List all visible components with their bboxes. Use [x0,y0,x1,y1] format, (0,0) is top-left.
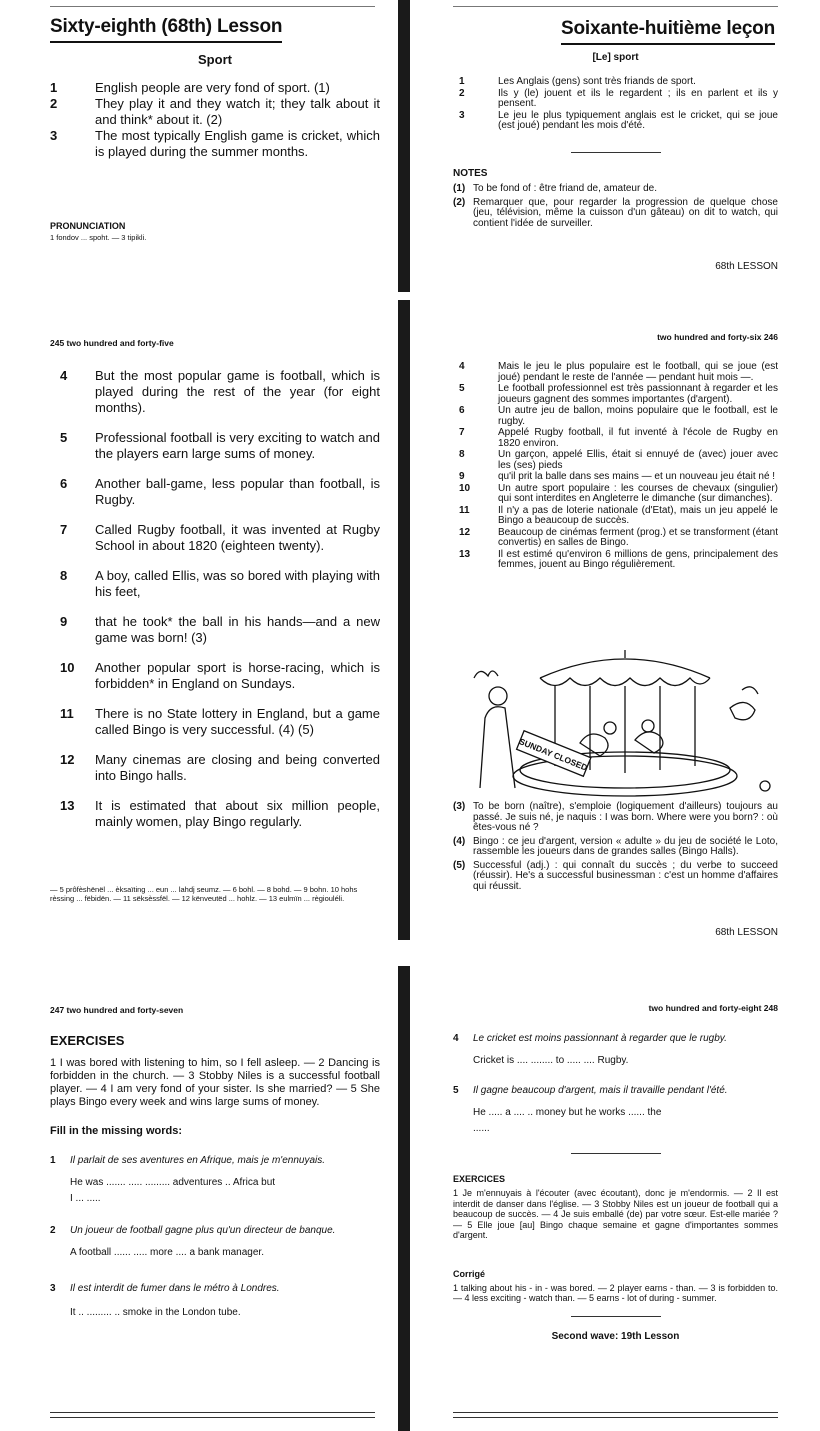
bottom-rule-right [453,1412,778,1418]
list-item: 1 Les Anglais (gens) sont très friands de sport. [459,76,696,87]
notes-block-1 [453,168,778,232]
fill-item: 4 Le cricket est moins passionnant à regarder que le rugby. Cricket is .... ........ to ..... .... Rugby. [453,1033,727,1066]
list-item: 10 Un autre sport populaire : les courses de chevaux (singulier) qui sont interdites en Angleterre le dimanche (sur dimanches). [459,482,778,504]
french-text-block-2 [453,362,778,572]
list-item: 8 A boy, called Ellis, was so bored with playing with his feet, [60,568,380,599]
exercises-block [50,1033,380,1319]
separator [571,1153,661,1154]
list-item: 9 that he took* the ball in his hands—and a new game was born! (3) [60,614,380,645]
fill-item: 1 Il parlait de ses aventures en Afrique, mais je m'ennuyais. He was ....... ..... ......... adventures .. Africa but I ... ..... [50,1155,325,1204]
list-item: 12 Many cinemas are closing and being converted into Bingo halls. [60,752,380,783]
separator [571,1316,661,1317]
fill-block-right [453,1033,778,1342]
fill-item: 5 Il gagne beaucoup d'argent, mais il travaille pendant l'été. He ..... a .... .. money but he works ...... the ...... [453,1085,728,1134]
exercices-text: 1 Je m'ennuyais à l'écouter (avec écoutant), donc je m'endormis. — 2 Il est interdit de danser dans l'église. — 3 Stobby Niles est un joueur de football qui a beaucoup de succès. — 4 Je suis emballé (de) par votre sœur. Est-elle mariée ? — 5 Elle joue [au] Bingo chaque semaine et gagne d'importantes sommes d'argent. [453,1188,778,1240]
page-header-245: 245 two hundred and forty-five [50,338,174,348]
list-item: 2 Ils y (le) jouent et ils le regardent ; ils en parlent et ils y pensent. [459,87,778,109]
separator [453,152,778,153]
list-item: 5 Professional football is very exciting to watch and the players earn large sums of money. [60,430,380,461]
pronunciation-text: 1 fondov ... spoht. — 3 tipikli. [50,233,147,242]
corrige-text: 1 talking about his - in - was bored. — 2 player earns - than. — 3 is forbidden to. — 4 less exciting - watch than. — 5 earns - lot of during - summer. [453,1282,778,1303]
section-title-en: Sport [198,52,232,67]
book-spine-3 [398,966,410,1431]
fill-item: 2 Un joueur de football gagne plus qu'un directeur de banque. A football ...... ..... more .... a bank manager. [50,1225,336,1258]
list-item: 12 Beaucoup de cinémas ferment (prog.) et se transforment (étant convertis) en salles de Bingo. [459,526,778,548]
list-item: 7 Called Rugby football, it was invented at Rugby School in about 1820 (eighteen twenty). [60,522,380,553]
list-item: 4 But the most popular game is football, which is played during the rest of the year (for eight months). [60,368,380,415]
lesson-footer-2: 68th LESSON [715,927,778,938]
lesson-title-en: Sixty-eighth (68th) Lesson [50,16,282,43]
exercices-heading: EXERCICES [453,1174,506,1184]
pronunciation-block-1 [50,221,380,242]
lesson-footer-1: 68th LESSON [715,261,778,272]
list-item: 8 Un garçon, appelé Ellis, était si ennuyé de (avec) jouer avec les (ses) pieds [459,449,778,471]
english-text-block-2 [50,368,380,844]
note-item: (3) To be born (naître), s'emploie (logiquement d'ailleurs) toujours au passé. Je suis né, je naquis : I was born. Where were you born? : où êtes-vous né ? [453,801,778,833]
notes-block-2 [453,802,778,895]
exercises-text: 1 I was bored with listening to him, so I fell asleep. — 2 Dancing is forbidden in the church. — 3 Stobby Niles is a successful football player. — 4 I am very fond of your sister. Is she married? — 5 She plays Bingo every week and wins large sums of money. [50,1057,380,1108]
note-item: (4) Bingo : ce jeu d'argent, version « adulte » du jeu de société le Loto, rassemble les joueurs dans de grandes salles (Bingo Halls). [453,835,778,857]
list-item: 9 qu'il prit la balle dans ses mains — et un nouveau jeu était né ! [459,471,776,482]
list-item: 11 There is no State lottery in England, but a game called Bingo is very successful. (4) (5) [60,706,380,737]
note-item: (2) Remarquer que, pour regarder la progression de quelque chose (jeu, télévision, même la cuisson d'un gâteau) on dit to watch, qui contient l'idée de surveiller. [453,196,778,229]
list-item: 13 Il est estimé qu'environ 6 millions de gens, principalement des femmes, jouent au Bingo régulièrement. [459,548,778,570]
list-item: 6 Un autre jeu de ballon, moins populaire que le football, est le rugby. [459,405,778,427]
book-spine-1 [398,0,410,292]
sign-text: SUNDAY CLOSED [517,736,589,773]
lesson-title-fr: Soixante-huitième leçon [561,18,775,45]
section-title-fr: [Le] sport [592,52,639,63]
list-item: 7 Appelé Rugby football, il fut inventé à l'école de Rugby en 1820 environ. [459,427,778,449]
note-item: (5) Successful (adj.) : qui connaît du succès ; du verbe to succeed (réussir). He's a successful businessman : c'est un homme d'affaires qui réussit. [453,859,778,892]
list-item: 4 Mais le jeu le plus populaire est le football, qui se joue (est joué) pendant le reste de l'année — pendant huit mois —. [459,361,778,383]
list-item: 3 The most typically English game is cricket, which is played during the summer months. [50,128,380,159]
english-text-block-1 [50,80,380,160]
corrige-heading: Corrigé [453,1268,486,1279]
book-spine-2 [398,300,410,940]
page-header-248: two hundred and forty-eight 248 [648,1003,778,1013]
list-item: 6 Another ball-game, less popular than football, is Rugby. [60,476,380,507]
list-item: 10 Another popular sport is horse-racing, which is forbidden* in England on Sundays. [60,660,380,691]
pronunciation-text-2: — 5 prôfèshënël ... èksaïting ... eun ... lahdj seumz. — 6 bohl. — 8 bohd. — 9 bohn. 10 hohs rèssing ... fëbidën. — 11 sëksèssfël. — 12 kënveutëd ... hohlz. — 13 eulmïn ... règiouléli. [50,885,358,903]
top-rule-left [50,6,375,7]
list-item: 5 Le football professionnel est très passionnant à regarder et les joueurs gagnent des sommes importantes (d'argent). [459,383,778,405]
list-item: 13 It is estimated that about six million people, mainly women, play Bingo regularly. [60,798,380,829]
notes-heading: NOTES [453,168,488,179]
bottom-rule-left [50,1412,375,1418]
fill-item: 3 Il est interdit de fumer dans le métro à Londres. It .. ......... .. smoke in the London tube. [50,1283,280,1318]
page-header-247: 247 two hundred and forty-seven [50,1005,184,1015]
page-header-246: two hundred and forty-six 246 [657,332,778,342]
list-item: 1 English people are very fond of sport. (1) [50,80,330,95]
french-text-block-1 [453,77,778,133]
list-item: 3 Le jeu le plus typiquement anglais est le cricket, qui se joue (est joué) pendant les mois d'été. [459,109,778,131]
note-item: (1) To be fond of : être friand de, amateur de. [453,183,658,194]
list-item: 2 They play it and they watch it; they talk about it and think* about it. (2) [50,96,380,127]
second-wave-note: Second wave: 19th Lesson [551,1330,680,1342]
pronunciation-heading: PRONUNCIATION [50,221,126,231]
list-item: 11 Il n'y a pas de loterie nationale (d'Etat), mais un jeu appelé le Bingo a beaucoup de succès. [459,504,778,526]
top-rule-right [453,6,778,7]
carousel-illustration [460,648,780,800]
fill-heading: Fill in the missing words: [50,1125,183,1137]
exercises-heading: EXERCISES [50,1033,125,1048]
